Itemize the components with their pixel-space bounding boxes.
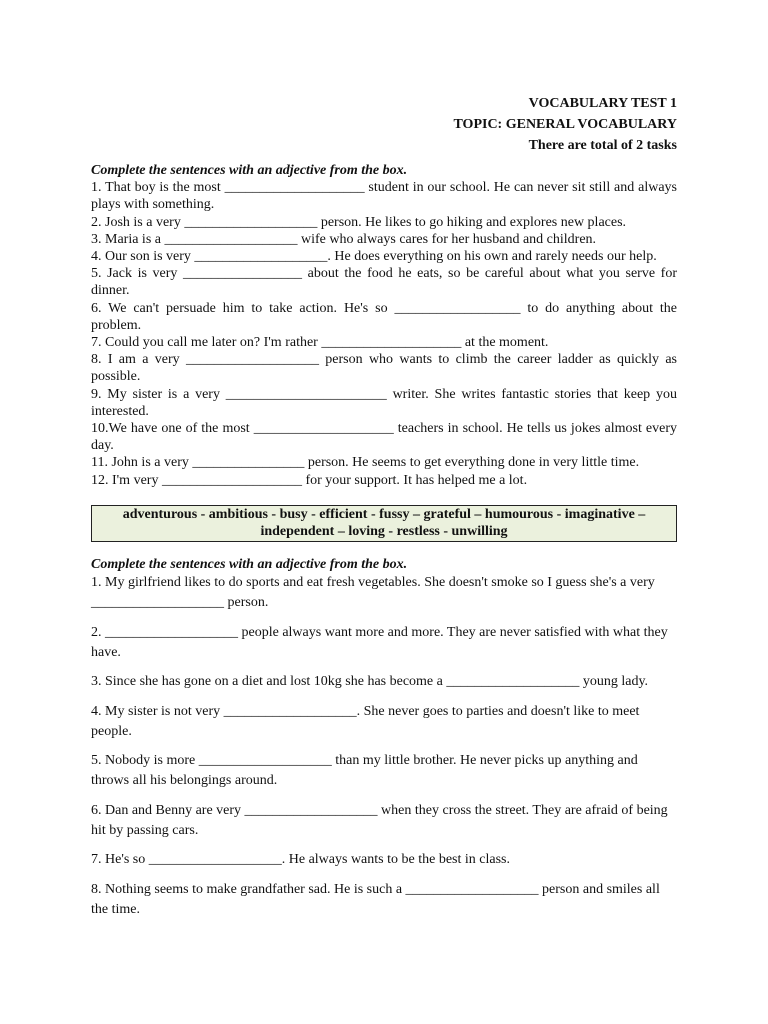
task-2-item: 6. Dan and Benny are very ___________________ when they cross the street. They are afraid of being hit by passing cars. [91,802,668,838]
test-title: VOCABULARY TEST 1 [528,96,677,111]
task-2-item: 2. ___________________ people always want more and more. They are never satisfied with what they have. [91,624,668,660]
task-count: There are total of 2 tasks [528,138,677,153]
task-1-item: 12. I'm very ____________________ for your support. It has helped me a lot. [91,472,528,488]
task-2-item: 7. He's so ___________________. He always wants to be the best in class. [91,852,510,867]
task-1-item: 10.We have one of the most ____________________ teachers in school. He tells us jokes almost every day. [91,421,677,454]
task-2-instruction: Complete the sentences with an adjective from the box. [91,557,408,572]
task-1-item: 8. I am a very ___________________ person who wants to climb the career ladder as quickly as possible. [91,352,677,385]
word-box-line: adventurous - ambitious - busy - efficient - fussy – grateful – humourous - imaginative – [122,507,646,522]
task-1-item: 5. Jack is very _________________ about the food he eats, so be careful about what you serve for dinner. [91,266,677,299]
test-header [453,93,677,156]
task-2-item: 4. My sister is not very ___________________. She never goes to parties and doesn't like to meet people. [91,703,640,739]
task-1-item: 11. John is a very ________________ person. He seems to get everything done in very little time. [91,455,640,471]
task-2-item: 8. Nothing seems to make grandfather sad. He is such a ___________________ person and smiles all the time. [91,881,660,917]
task-2-item: 1. My girlfriend likes to do sports and eat fresh vegetables. She doesn't smoke so I guess she's a very ___________________ person. [91,575,655,610]
word-box-line: independent – loving - restless - unwilling [260,523,508,539]
task-2 [91,556,677,929]
task-1 [91,162,677,489]
task-1-item: 6. We can't persuade him to take action. He's so __________________ to do anything about the problem. [91,300,677,333]
task-1-item: 2. Josh is a very ___________________ person. He likes to go hiking and explores new places. [91,214,627,230]
task-2-item: 3. Since she has gone on a diet and lost 10kg she has become a ___________________ young lady. [91,674,649,689]
task-1-item: 3. Maria is a ___________________ wife who always cares for her husband and children. [91,231,597,247]
test-topic: TOPIC: GENERAL VOCABULARY [453,117,677,132]
word-box [91,505,677,542]
task-1-item: 1. That boy is the most ____________________ student in our school. He can never sit still and always plays with something. [91,180,677,213]
task-1-instruction: Complete the sentences with an adjective from the box. [91,163,408,178]
task-1-item: 7. Could you call me later on? I'm rather ____________________ at the moment. [91,335,549,351]
task-1-item: 4. Our son is very ___________________. He does everything on his own and rarely needs our help. [91,249,657,265]
task-2-item: 5. Nobody is more ___________________ than my little brother. He never picks up anything and throws all his belongings around. [91,753,638,788]
task-1-item: 9. My sister is a very _______________________ writer. She writes fantastic stories that keep you interested. [91,386,677,419]
